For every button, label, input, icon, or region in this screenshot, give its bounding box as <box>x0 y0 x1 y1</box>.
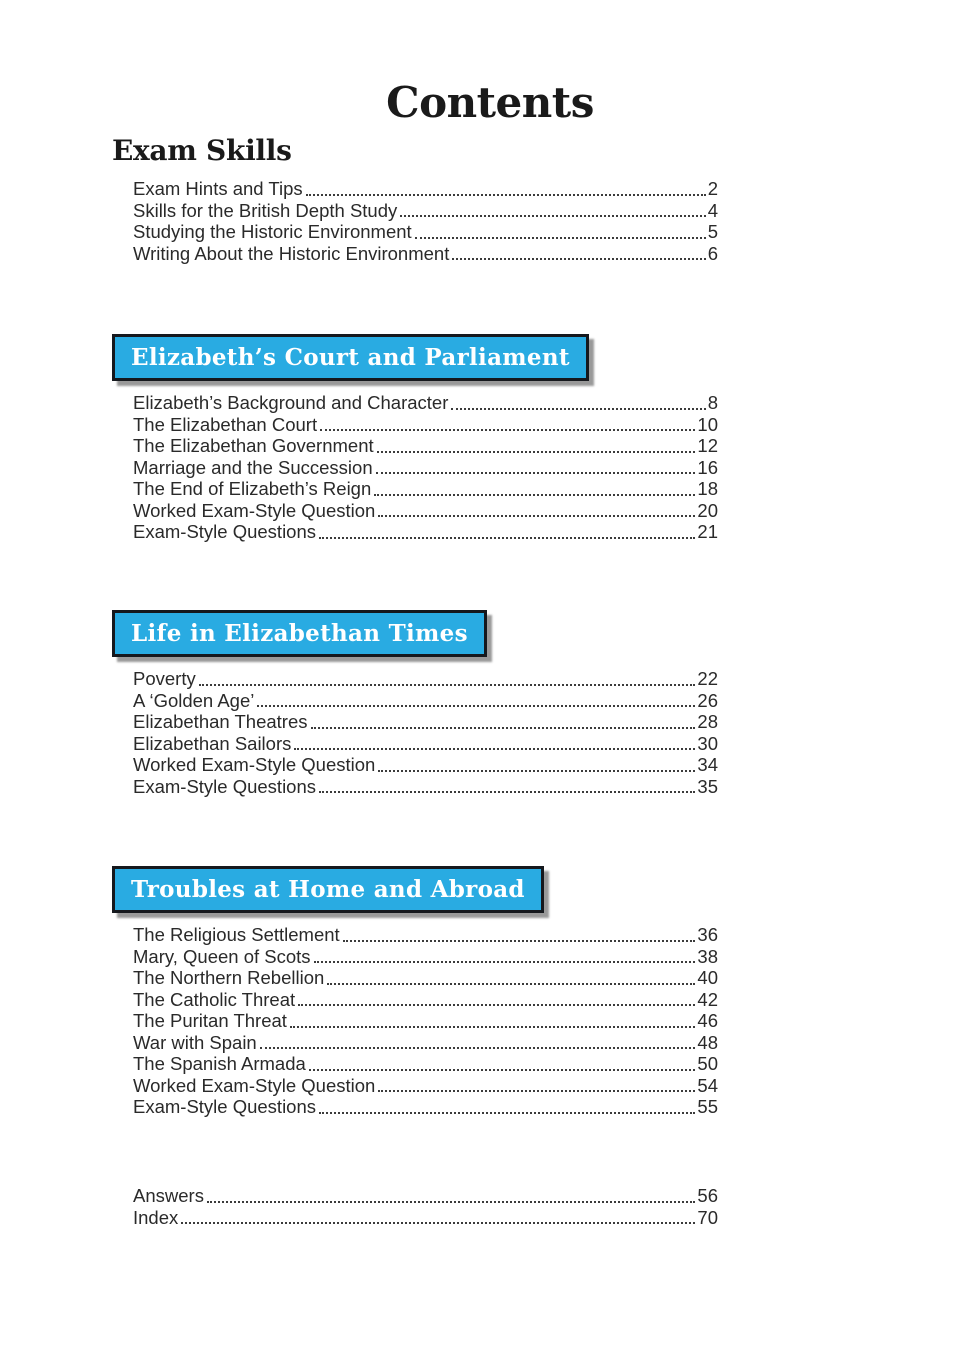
toc-entry <box>133 1075 718 1097</box>
section-heading-box: Life in Elizabethan Times <box>112 610 487 657</box>
leader-dots <box>294 748 695 750</box>
section-heading: Exam Skills <box>112 134 292 167</box>
toc-entry-page: 34 <box>697 754 718 775</box>
toc-entry-label: Worked Exam-Style Question <box>133 754 376 775</box>
toc-entry-page: 36 <box>697 924 718 945</box>
toc-entry-page: 12 <box>697 435 718 456</box>
toc-entry-page: 56 <box>697 1185 718 1206</box>
toc-entry <box>133 1185 718 1207</box>
toc-entry-page: 26 <box>697 689 718 711</box>
page-title: Contents <box>386 78 594 127</box>
toc-entry-label: The Northern Rebellion <box>133 967 325 988</box>
leader-dots <box>374 494 695 496</box>
toc-entry-label: Elizabethan Theatres <box>133 711 308 732</box>
toc-entry-label: Elizabeth’s Background and Character <box>133 392 449 413</box>
toc-entry <box>133 1032 718 1054</box>
toc-entry-label: Exam-Style Questions <box>133 775 317 797</box>
toc-entry <box>133 200 718 222</box>
toc-entry-label: The Elizabethan Court <box>133 413 318 435</box>
toc-entry-label: Exam-Style Questions <box>133 1096 317 1117</box>
toc-entry-page: 18 <box>697 478 718 499</box>
toc-entry <box>133 690 718 712</box>
section-troubles-at-home-and-abroad <box>112 866 718 1118</box>
toc-entry-page: 4 <box>707 199 718 221</box>
leader-dots <box>319 1112 695 1114</box>
toc-entry-label: Exam Hints and Tips <box>133 178 303 199</box>
leader-dots <box>376 472 696 474</box>
section-answers-index <box>112 1185 718 1228</box>
toc-entry-label: The Puritan Threat <box>133 1010 287 1031</box>
toc-entry-page: 2 <box>707 178 718 199</box>
toc-entry <box>133 1096 718 1118</box>
toc-entry <box>133 521 718 543</box>
toc-entries <box>133 1185 718 1228</box>
toc-entry <box>133 392 718 414</box>
toc-entry <box>133 414 718 436</box>
toc-entry-label: Answers <box>133 1185 204 1206</box>
toc-entry-label: Worked Exam-Style Question <box>133 1074 376 1096</box>
toc-entry-page: 6 <box>707 242 718 264</box>
leader-dots <box>319 537 695 539</box>
toc-entry-label: Elizabethan Sailors <box>133 732 292 754</box>
toc-entry-page: 35 <box>697 775 718 797</box>
leader-dots <box>311 727 696 729</box>
toc-entry-label: Worked Exam-Style Question <box>133 499 376 521</box>
toc-entry-label: Poverty <box>133 668 196 689</box>
leader-dots <box>306 194 706 196</box>
leader-dots <box>314 961 696 963</box>
toc-entry <box>133 457 718 479</box>
toc-entry-label: A ‘Golden Age’ <box>133 689 255 711</box>
toc-entry <box>133 221 718 243</box>
toc-entry-page: 16 <box>697 456 718 478</box>
toc-entry-page: 20 <box>697 499 718 521</box>
toc-entry <box>133 435 718 457</box>
toc-entry-page: 46 <box>697 1010 718 1031</box>
leader-dots <box>343 940 696 942</box>
toc-entry-page: 54 <box>697 1074 718 1096</box>
toc-entry-page: 70 <box>697 1206 718 1228</box>
toc-entry <box>133 178 718 200</box>
toc-entry-label: Marriage and the Succession <box>133 456 373 478</box>
toc-entries <box>133 924 718 1118</box>
leader-dots <box>199 684 696 686</box>
toc-entry-label: Writing About the Historic Environment <box>133 242 450 264</box>
toc-entry <box>133 776 718 798</box>
leader-dots <box>378 770 695 772</box>
toc-entry <box>133 1053 718 1075</box>
toc-entry <box>133 1207 718 1229</box>
toc-entry-label: Exam-Style Questions <box>133 521 317 542</box>
toc-entry-label: The Religious Settlement <box>133 924 340 945</box>
leader-dots <box>415 237 706 239</box>
leader-dots <box>327 983 695 985</box>
toc-entry-page: 28 <box>697 711 718 732</box>
section-elizabeths-court-and-parliament <box>112 334 718 543</box>
toc-entry <box>133 989 718 1011</box>
toc-entry-page: 8 <box>707 392 718 413</box>
toc-entries <box>133 178 718 264</box>
leader-dots <box>309 1069 696 1071</box>
leader-dots <box>181 1222 695 1224</box>
section-heading-box: Troubles at Home and Abroad <box>112 866 544 913</box>
toc-entry-label: The Catholic Threat <box>133 988 296 1010</box>
toc-entry-page: 21 <box>697 521 718 542</box>
leader-dots <box>290 1026 696 1028</box>
leader-dots <box>452 258 705 260</box>
toc-entry-label: Index <box>133 1206 179 1228</box>
section-heading-box: Elizabeth’s Court and Parliament <box>112 334 589 381</box>
toc-entry-page: 5 <box>707 221 718 242</box>
leader-dots <box>319 791 695 793</box>
toc-entry-page: 40 <box>697 967 718 988</box>
toc-entry-page: 38 <box>697 945 718 967</box>
toc-entry-label: The End of Elizabeth’s Reign <box>133 478 372 499</box>
toc-entry-page: 30 <box>697 732 718 754</box>
leader-dots <box>320 429 695 431</box>
leader-dots <box>257 705 695 707</box>
toc-entry-page: 22 <box>697 668 718 689</box>
toc-entry-page: 55 <box>697 1096 718 1117</box>
leader-dots <box>451 408 705 410</box>
toc-entry <box>133 967 718 989</box>
toc-entry-label: Studying the Historic Environment <box>133 221 412 242</box>
toc-entries <box>133 668 718 797</box>
toc-entry-page: 50 <box>697 1053 718 1074</box>
toc-entry-label: Skills for the British Depth Study <box>133 199 398 221</box>
leader-dots <box>400 215 705 217</box>
leader-dots <box>260 1047 696 1049</box>
toc-entry <box>133 1010 718 1032</box>
section-exam-skills <box>112 136 718 264</box>
toc-entry-page: 48 <box>697 1031 718 1053</box>
leader-dots <box>378 1090 695 1092</box>
toc-entry <box>133 668 718 690</box>
toc-entry <box>133 711 718 733</box>
toc-entry <box>133 243 718 265</box>
toc-entry <box>133 478 718 500</box>
toc-entry-label: Mary, Queen of Scots <box>133 945 311 967</box>
toc-entry-label: War with Spain <box>133 1031 257 1053</box>
toc-entry-label: The Spanish Armada <box>133 1053 306 1074</box>
toc-entry-page: 10 <box>697 413 718 435</box>
toc-entry <box>133 946 718 968</box>
toc-entries <box>133 392 718 543</box>
toc-entry <box>133 733 718 755</box>
toc-entry-label: The Elizabethan Government <box>133 435 374 456</box>
leader-dots <box>377 451 696 453</box>
toc-entry <box>133 924 718 946</box>
leader-dots <box>298 1004 695 1006</box>
toc-entry-page: 42 <box>697 988 718 1010</box>
leader-dots <box>207 1201 695 1203</box>
leader-dots <box>378 515 695 517</box>
toc-entry <box>133 500 718 522</box>
section-life-in-elizabethan-times <box>112 610 718 797</box>
toc-entry <box>133 754 718 776</box>
